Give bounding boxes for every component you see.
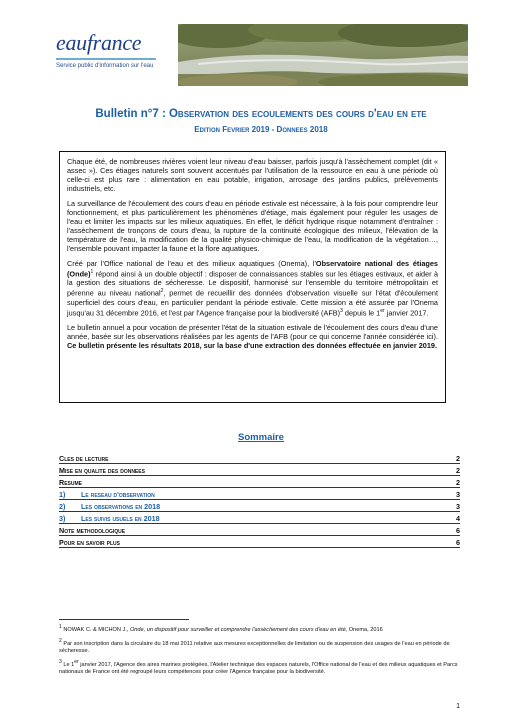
toc-page: 4 [456, 514, 460, 523]
fn1-italic: Onde, un dispositif pour surveiller et comprendre l'assèchement des cours d'eau en été [129, 626, 346, 633]
toc-item[interactable] [59, 464, 460, 476]
toc-item[interactable] [59, 524, 460, 536]
p3-text-a: Créé par l'Office national de l'eau et des milieux aquatiques (Onema), l' [67, 259, 316, 268]
footnote-1-marker: 1 [59, 624, 62, 630]
toc-page: 2 [456, 454, 460, 463]
toc-text: Les observations en 2018 [81, 502, 161, 511]
toc-num: 1) [59, 490, 66, 499]
toc-text: Les suivis usuels en 2018 [81, 514, 160, 523]
bulletin-subtitle [0, 125, 522, 134]
table-of-contents [59, 452, 460, 548]
river-photo-image [178, 24, 468, 86]
title-main: Observation des ecoulements des cours d'eau en ete [168, 108, 427, 120]
toc-item[interactable] [59, 476, 460, 488]
p3-text-c: , permet de recueillir des données d'observation visuelle sur l'état d'écoulement superficiel des cours d'eau, en particulier pendant la période estivale. Cette mission a été assurée par l'Onema jusqu'au 31 décembre 2016, et l'est par l'Agence française pour la biodiversité (AFB) [67, 288, 438, 318]
footnote-1 [59, 624, 464, 634]
p3-text-b: répond ainsi à un double objectif : disposer de connaissances stables sur les étiages estivaux, et aider à la gestion des situations de sécheresse. Le dispositif, harmonisé sur l'ensemble du territoire métropolitain et pérenne au niveau national [67, 269, 438, 298]
fn1-text-a: NOWAK C. & MICHON J., [61, 626, 130, 633]
footnote-3-marker: 3 [59, 658, 62, 665]
toc-label [59, 490, 450, 499]
p3-bold: Observatoire national des étiages (Onde) [67, 259, 438, 279]
toc-label [59, 514, 450, 523]
toc-page: 2 [456, 478, 460, 487]
intro-paragraph-1: Chaque été, de nombreuses rivières voient leur niveau d'eau baisser, parfois jusqu'à l'assèchement complet (dit « assec »). Ces étiages naturels sont souvent accentués par l'utilisation de la ressource en eau à une période où celle-ci est plus rare : alimentation en eau potable, irrigation, arrosage des jardins publics, prélèvements industriels, etc. [67, 157, 438, 193]
toc-item[interactable] [59, 536, 460, 548]
toc-label [59, 502, 450, 511]
p4-text: Le bulletin annuel a pour vocation de présenter l'état de la situation estivale de l'écoulement des cours d'eau d'une année, basée sur les observations réalisées par les agents de l'AFB (pour ce qui concerne l'année considérée ici). [67, 323, 438, 342]
footnote-separator [59, 619, 189, 620]
toc-num: 2) [59, 502, 66, 511]
fn3-ordinal: er [74, 658, 79, 665]
fn1-text-b: , Onema, 2016 [345, 626, 383, 633]
toc-label: Cles de lecture [59, 454, 109, 463]
toc-page: 6 [456, 526, 460, 535]
toc-label: Mise en qualite des donnees [59, 466, 145, 475]
intro-paragraph-2: La surveillance de l'écoulement des cours d'eau en période estivale est nécessaire, à la fois pour comprendre leur fonctionnement, et plus particulièrement les phénomènes d'étiage, mais également pour réguler les usages de l'eau et limiter les impacts sur les milieux aquatiques. En effet, le déficit hydrique risque notamment d'entraîner : l'assèchement de tronçons de cours d'eau, la rupture de la continuité écologique des milieux, l'élévation de la température de l'eau, la modification de la qualité physico-chimique de l'eau, la modification de la végétation…, l'ensemble pouvant impacter la faune et la flore aquatiques. [67, 199, 438, 253]
footnote-3 [59, 659, 464, 676]
eaufrance-logo [56, 30, 168, 69]
toc-label: Note methodologique [59, 526, 126, 535]
toc-page: 3 [456, 490, 460, 499]
subtitle-text: Edition Fevrier 2019 - Donnees 2018 [194, 125, 328, 134]
footnote-ref-1[interactable]: 1 [90, 269, 94, 275]
toc-item[interactable] [59, 512, 460, 524]
footnote-2-marker: 2 [59, 637, 62, 644]
toc-page: 3 [456, 502, 460, 511]
toc-item[interactable] [59, 500, 460, 512]
footnote-ref-3[interactable]: 3 [340, 307, 343, 314]
footnotes [59, 624, 464, 680]
logo-wordmark: eaufrance [56, 30, 142, 55]
logo-tagline: Service public d'information sur l'eau [56, 63, 154, 69]
intro-paragraph-3 [67, 259, 438, 317]
footnote-2 [59, 638, 464, 655]
p4-bold: Ce bulletin présente les résultats 2018, sur la base d'une extraction des données effectuée en janvier 2019. [67, 341, 437, 351]
toc-label: Pour en savoir plus [59, 538, 120, 547]
toc-num: 3) [59, 514, 66, 523]
bulletin-title [0, 108, 522, 120]
toc-text: Le reseau d'observation [81, 490, 155, 499]
toc-item[interactable] [59, 488, 460, 500]
toc-item[interactable] [59, 452, 460, 464]
fn3-text-b: janvier 2017, l'Agence des aires marines protégées, l'Atelier technique des espaces naturels, l'Office national de l'eau et des milieux aquatiques et Parcs nationaux de France ont été regroupé leurs compétences pour créer l'Agence française pour la biodiversité. [59, 661, 458, 675]
p3-text-e: janvier 2017. [384, 308, 429, 318]
ordinal-er: er [380, 307, 385, 314]
intro-box [59, 151, 446, 403]
footnote-ref-2[interactable]: 2 [160, 288, 164, 295]
fn2-text: Par son inscription dans la circulaire du 18 mai 2011 relative aux mesures exceptionnelles de limitation ou de suspension des usages de l'eau en période de sécheresse. [59, 640, 450, 654]
intro-paragraph-4 [67, 323, 438, 350]
toc-title: Sommaire [238, 432, 284, 443]
logo-underline [56, 58, 156, 60]
page-number: 1 [456, 703, 460, 710]
toc-label: Resume [59, 478, 82, 487]
toc-page: 6 [456, 538, 460, 547]
river-photo [178, 24, 468, 86]
fn3-text-a: Le 1 [61, 661, 75, 668]
p3-text-d: depuis le 1 [342, 308, 381, 318]
toc-page: 2 [456, 466, 460, 475]
title-prefix: Bulletin n°7 : [95, 108, 169, 120]
